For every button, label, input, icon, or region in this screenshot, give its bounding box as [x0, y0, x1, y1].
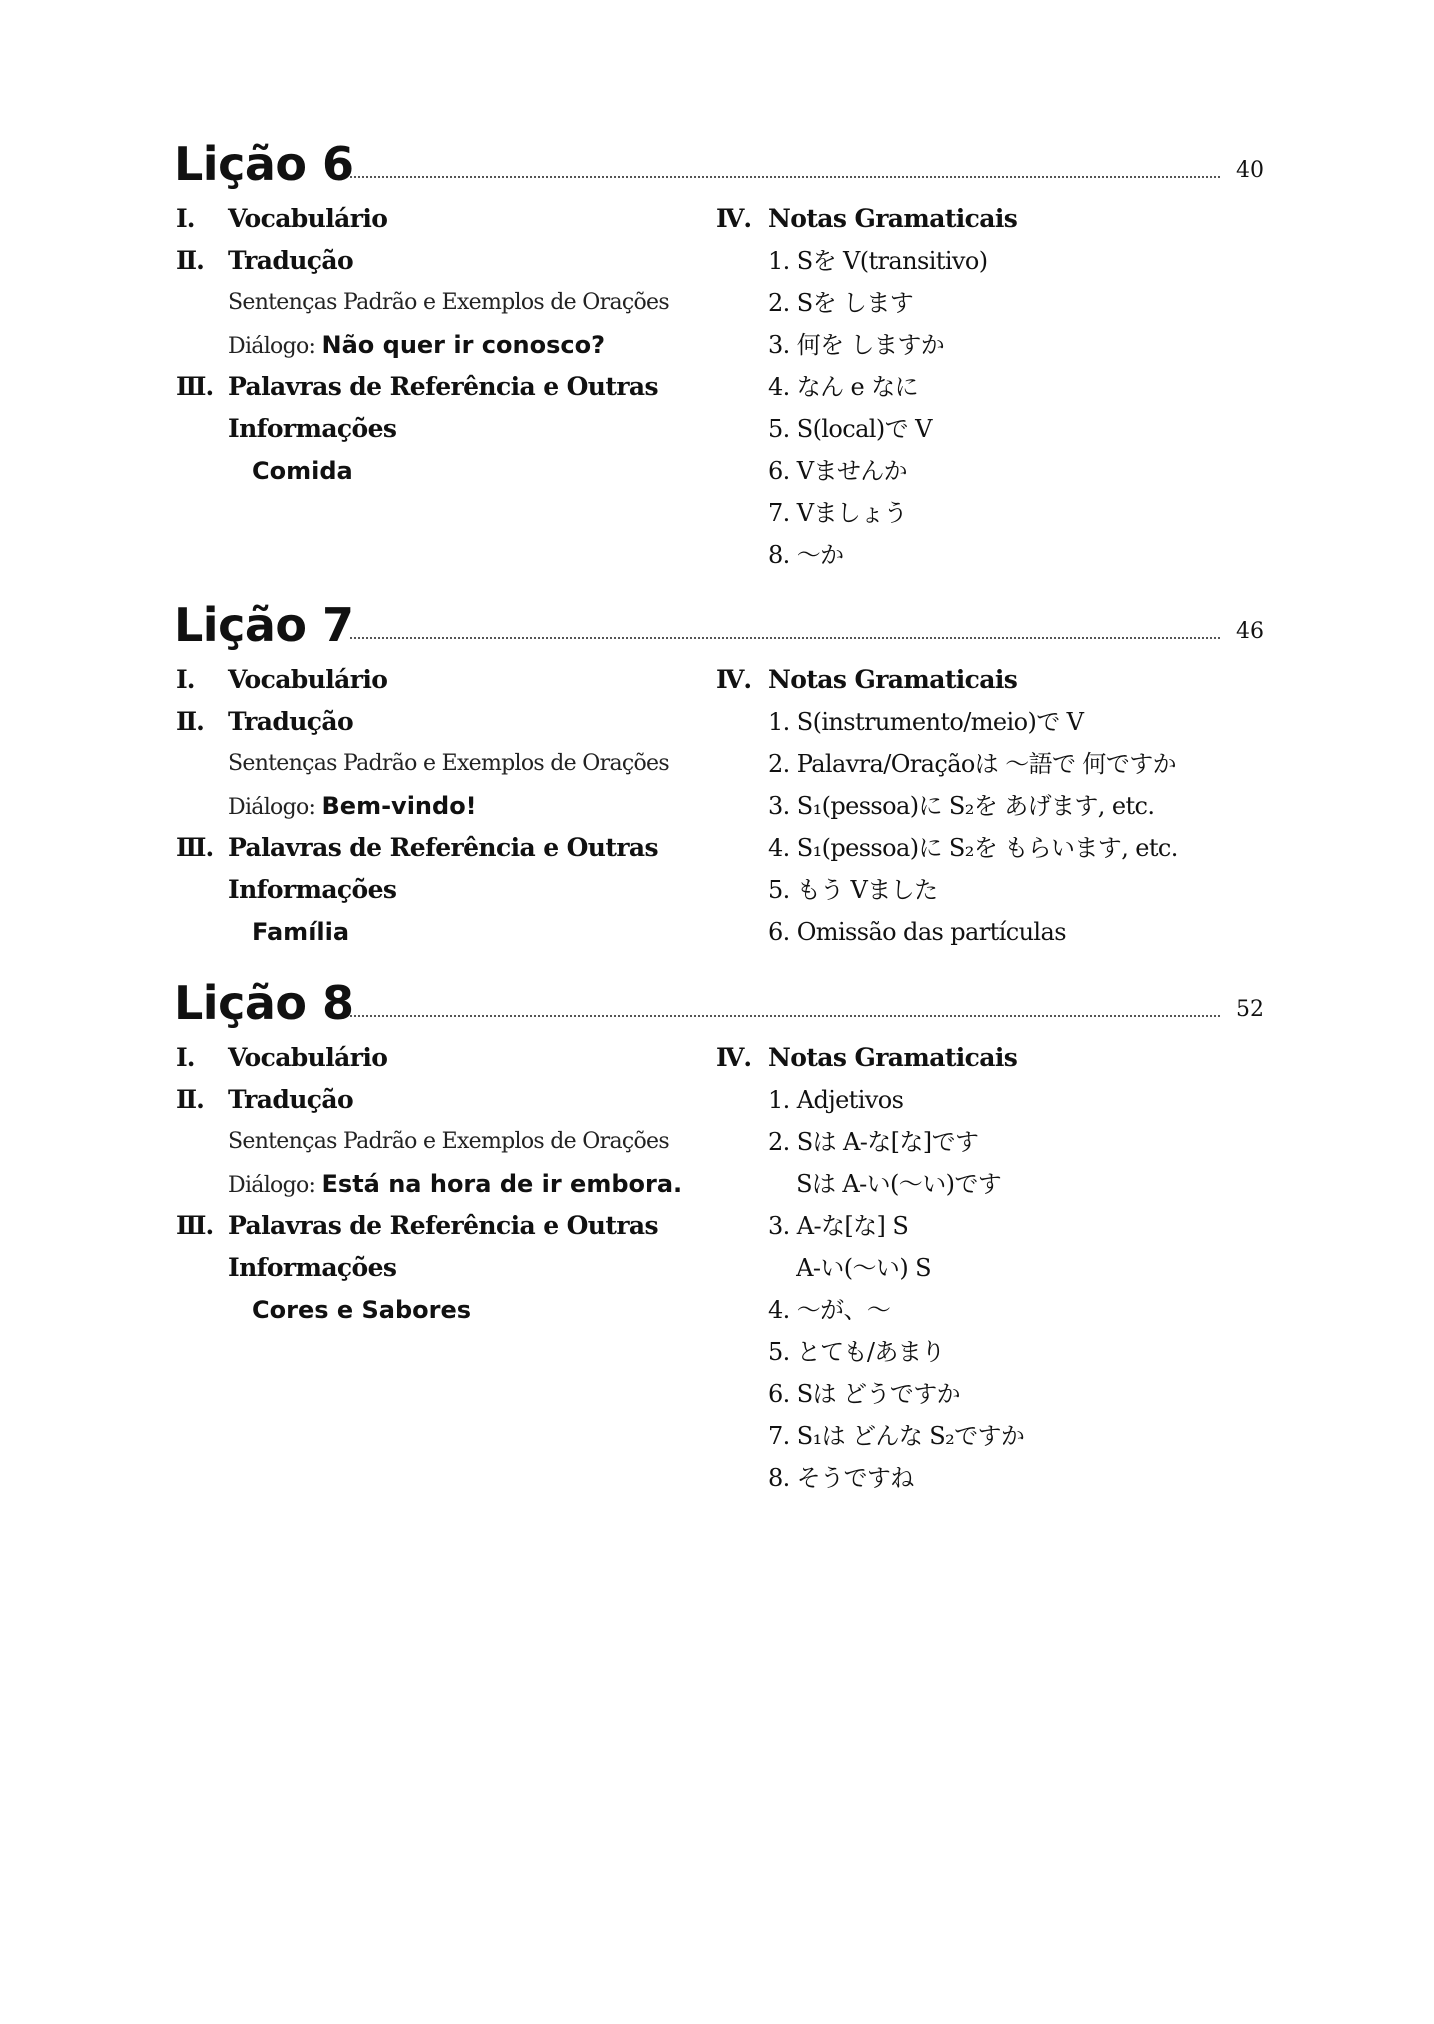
reference-topic: Cores e Sabores [252, 1296, 472, 1324]
section-translation: Tradução [228, 1085, 354, 1114]
section-reference-cont: Informações [228, 414, 397, 443]
dotted-leader [350, 176, 1220, 178]
lesson-title: Lição 8 [174, 976, 354, 1030]
lesson-heading [174, 136, 1264, 198]
sections-column [176, 659, 716, 953]
grammar-item: 7. S₁は どんな S₂ですか [768, 1422, 1025, 1450]
section-vocabulary: Vocabulário [228, 665, 388, 694]
grammar-item: 8. そうですね [768, 1464, 914, 1492]
section-translation: Tradução [228, 246, 354, 275]
sections-column [176, 198, 716, 492]
grammar-item: 6. Vませんか [768, 457, 908, 485]
reference-topic: Comida [252, 457, 353, 485]
lesson-heading [174, 597, 1264, 659]
grammar-item: 7. Vましょう [768, 499, 908, 527]
grammar-item: 5. S(local)で V [768, 415, 932, 443]
section-number: Ⅰ. [176, 665, 195, 694]
grammar-item: 1. Adjetivos [768, 1086, 904, 1114]
subsection-sentences: Sentenças Padrão e Exemplos de Orações [228, 290, 669, 315]
section-reference: Palavras de Referência e Outras [228, 1211, 658, 1240]
dotted-leader [350, 1015, 1220, 1017]
reference-topic: Família [252, 918, 350, 946]
section-number: Ⅳ. [716, 204, 752, 233]
grammar-notes-column [716, 1037, 1276, 1499]
section-vocabulary: Vocabulário [228, 204, 388, 233]
section-number: Ⅱ. [176, 707, 204, 736]
grammar-item: 6. Sは どうですか [768, 1380, 960, 1408]
lesson-6 [174, 136, 1264, 569]
subsection-dialog [228, 1163, 682, 1207]
grammar-item: 4. なん e なに [768, 373, 918, 401]
grammar-item: 3. A-な[な] S [768, 1212, 909, 1240]
grammar-item: 2. Palavra/Oraçãoは 〜語で 何ですか [768, 750, 1177, 778]
dialog-title: Bem-vindo! [321, 792, 477, 820]
grammar-notes-column [716, 198, 1276, 576]
lesson-title: Lição 6 [174, 137, 354, 191]
section-reference-cont: Informações [228, 1253, 397, 1282]
dialog-prefix: Diálogo: [228, 1173, 316, 1198]
section-vocabulary: Vocabulário [228, 1043, 388, 1072]
section-number: Ⅱ. [176, 246, 204, 275]
grammar-item: 1. S(instrumento/meio)で V [768, 708, 1084, 736]
section-number: Ⅰ. [176, 1043, 195, 1072]
section-number: Ⅰ. [176, 204, 195, 233]
dotted-leader [350, 637, 1220, 639]
page-number: 46 [1236, 619, 1264, 644]
section-number: Ⅲ. [176, 833, 214, 862]
dialog-prefix: Diálogo: [228, 795, 316, 820]
section-grammar-notes: Notas Gramaticais [768, 665, 1018, 694]
grammar-item: 3. S₁(pessoa)に S₂を あげます, etc. [768, 792, 1155, 820]
dialog-title: Não quer ir conosco? [321, 331, 606, 359]
lesson-heading [174, 975, 1264, 1037]
section-number: Ⅲ. [176, 1211, 214, 1240]
subsection-sentences: Sentenças Padrão e Exemplos de Orações [228, 1129, 669, 1154]
page-number: 52 [1236, 997, 1264, 1022]
page-number: 40 [1236, 158, 1264, 183]
dialog-title: Está na hora de ir embora. [321, 1170, 683, 1198]
subsection-dialog [228, 785, 477, 829]
section-number: Ⅳ. [716, 665, 752, 694]
lesson-8 [174, 975, 1264, 1492]
grammar-item: 2. Sを します [768, 289, 914, 317]
dialog-prefix: Diálogo: [228, 334, 316, 359]
section-grammar-notes: Notas Gramaticais [768, 1043, 1018, 1072]
grammar-notes-column [716, 659, 1276, 953]
section-number: Ⅱ. [176, 1085, 204, 1114]
section-number: Ⅲ. [176, 372, 214, 401]
grammar-item: 4. 〜が、〜 [768, 1296, 891, 1324]
lesson-title: Lição 7 [174, 598, 354, 652]
section-translation: Tradução [228, 707, 354, 736]
section-reference: Palavras de Referência e Outras [228, 372, 658, 401]
subsection-sentences: Sentenças Padrão e Exemplos de Orações [228, 751, 669, 776]
sections-column [176, 1037, 716, 1331]
grammar-item: A-い(〜い) S [768, 1254, 931, 1282]
grammar-item: 8. 〜か [768, 541, 844, 569]
grammar-item: 5. もう Vました [768, 876, 938, 904]
grammar-item: 2. Sは A-な[な]です [768, 1128, 979, 1156]
grammar-item: 1. Sを V(transitivo) [768, 247, 988, 275]
grammar-item: 3. 何を しますか [768, 331, 945, 359]
subsection-dialog [228, 324, 605, 368]
section-number: Ⅳ. [716, 1043, 752, 1072]
grammar-item: 4. S₁(pessoa)に S₂を もらいます, etc. [768, 834, 1178, 862]
section-reference: Palavras de Referência e Outras [228, 833, 658, 862]
grammar-item: 5. とても/あまり [768, 1338, 945, 1366]
section-grammar-notes: Notas Gramaticais [768, 204, 1018, 233]
grammar-item: 6. Omissão das partículas [768, 918, 1066, 946]
section-reference-cont: Informações [228, 875, 397, 904]
grammar-item: Sは A-い(〜い)です [768, 1170, 1002, 1198]
lesson-7 [174, 597, 1264, 946]
